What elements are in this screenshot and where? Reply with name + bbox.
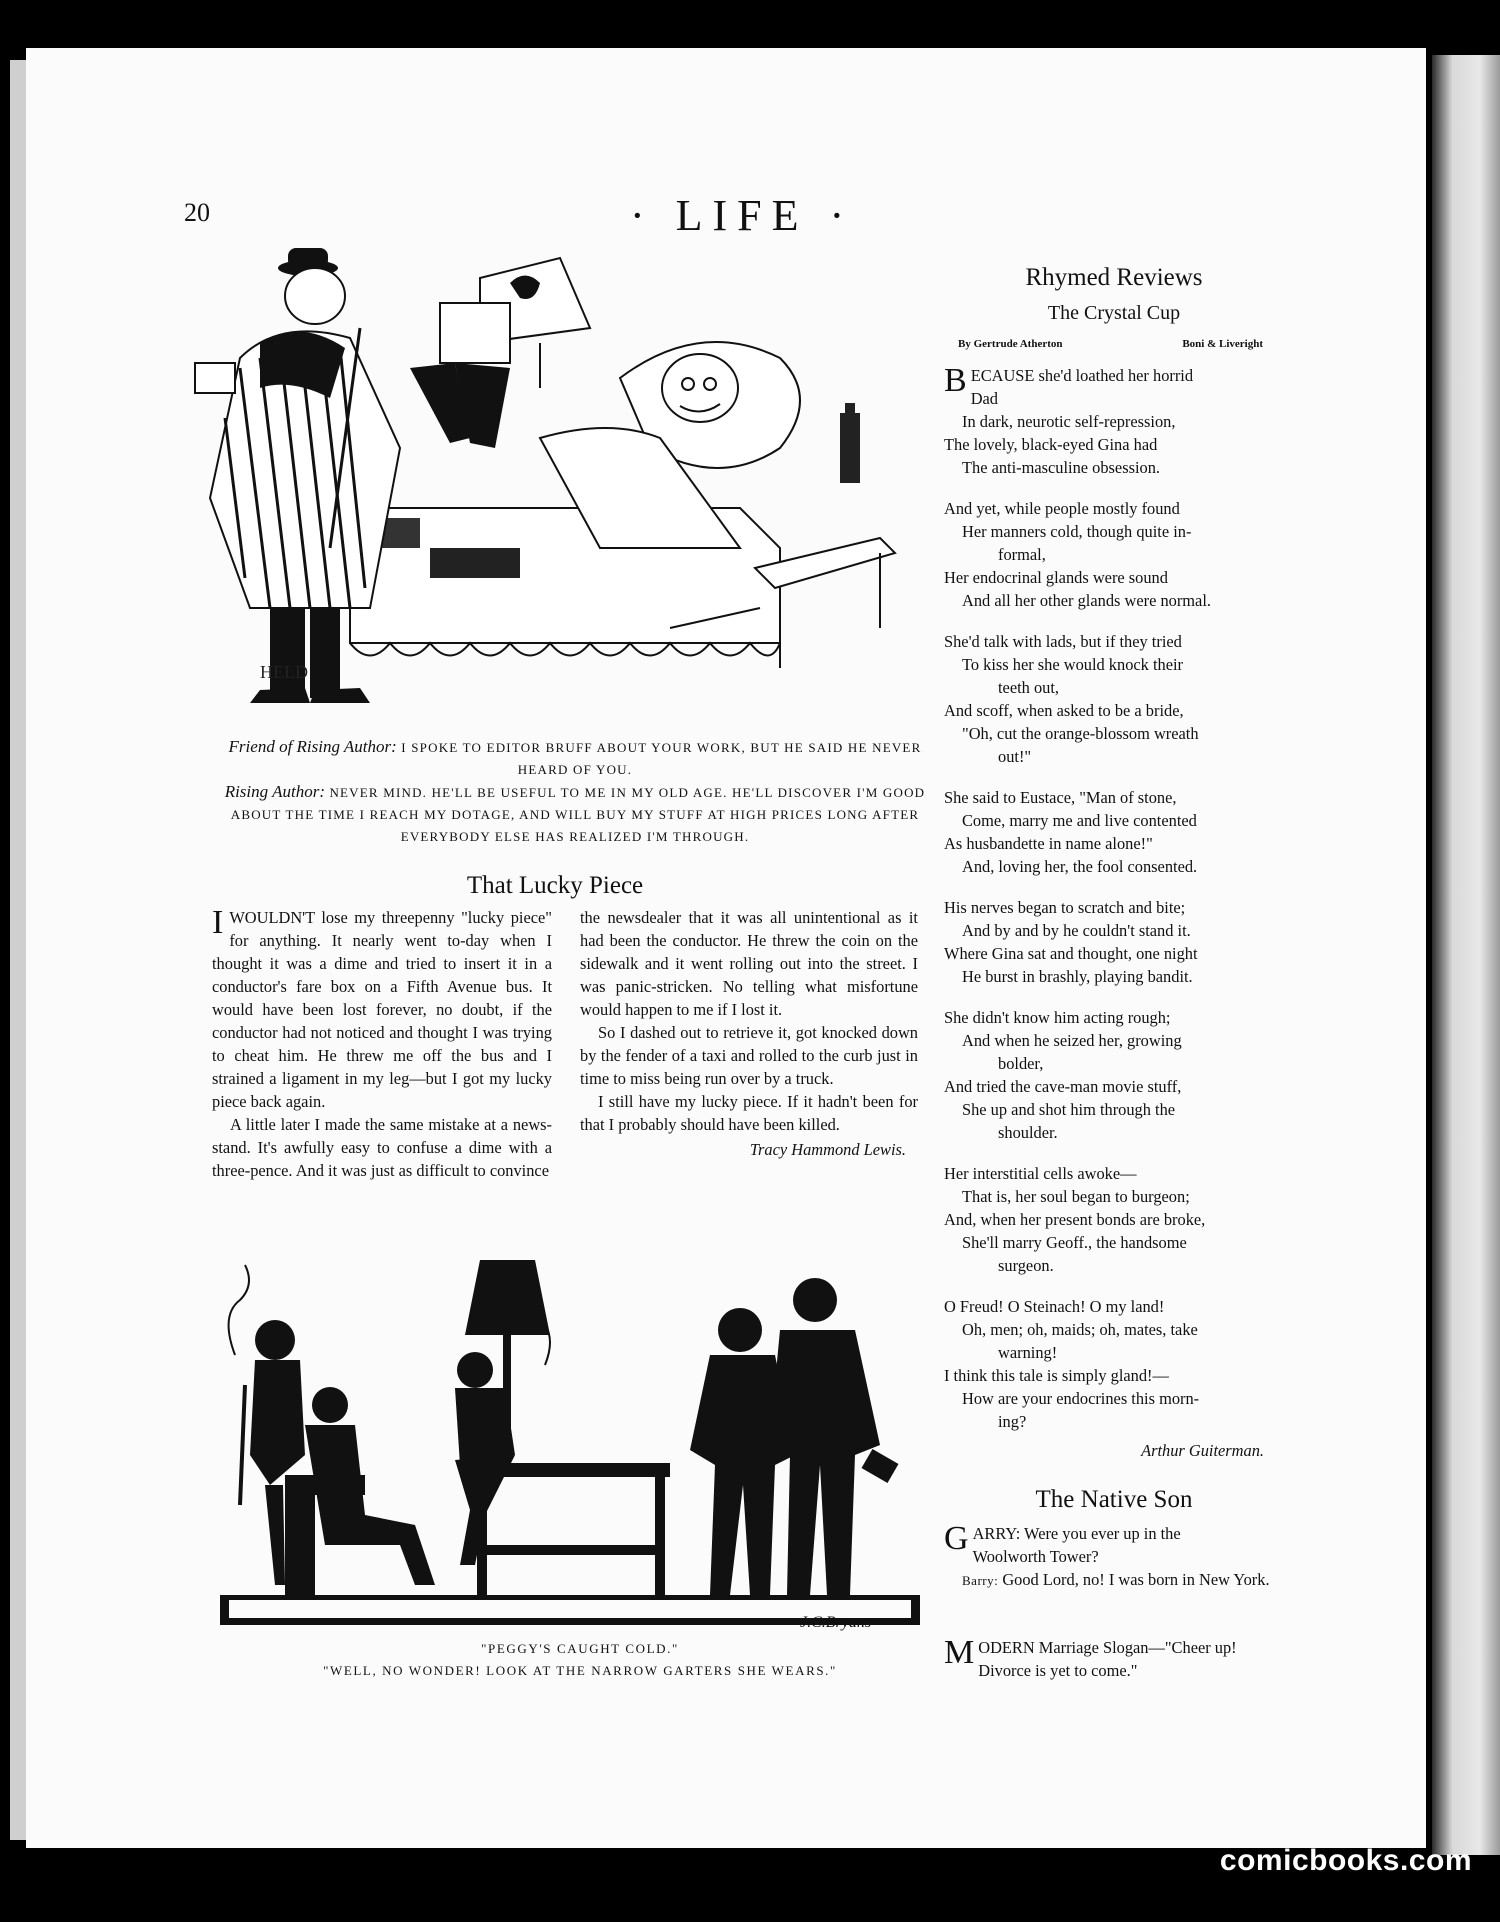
poem-line: How are your endocrines this morn- xyxy=(962,1389,1200,1408)
poem-line: In dark, neurotic self-repression, xyxy=(962,412,1176,431)
masthead: · LIFE · xyxy=(630,191,855,240)
reviews-title: Rhymed Reviews xyxy=(1025,264,1203,291)
poem-line: Her interstitial cells awoke— xyxy=(944,1164,1137,1183)
poem-line: To kiss her she would knock their xyxy=(962,655,1184,674)
native-son-dropcap: G xyxy=(944,1520,969,1557)
poem-stanza-1 xyxy=(944,364,1284,479)
poem-stanza-5 xyxy=(944,896,1284,988)
poem-line: out!" xyxy=(998,747,1032,766)
poem-stanza-4 xyxy=(944,786,1284,878)
article-author: Tracy Hammond Lewis. xyxy=(749,1140,906,1159)
poem-line: O Freud! O Steinach! O my land! xyxy=(944,1297,1165,1316)
caption-speaker-1: Friend of Rising Author: xyxy=(228,737,397,756)
poem-line: She up and shot him through the xyxy=(962,1100,1176,1119)
poem-line: And yet, while people mostly found xyxy=(944,499,1180,518)
cartoon2-signature: J.C.Bryans xyxy=(800,1614,872,1631)
slogan-dropcap: M xyxy=(944,1634,975,1671)
poem-line: bolder, xyxy=(998,1054,1044,1073)
poem-stanza-7 xyxy=(944,1162,1284,1277)
poem-line: shoulder. xyxy=(998,1123,1058,1142)
article-column-1 xyxy=(212,906,552,1182)
cartoon2-caption xyxy=(270,1638,890,1682)
native-son-line-3: Good Lord, no! I was born in New York. xyxy=(1002,1570,1270,1589)
poem-dropcap: B xyxy=(944,362,967,399)
caption-text-1: I SPOKE TO EDITOR BRUFF ABOUT YOUR WORK, BUT HE SAID HE NEVER HEARD OF YOU. xyxy=(401,740,922,777)
poem-line: ing? xyxy=(998,1412,1027,1431)
poem-author: Arthur Guiterman. xyxy=(1141,1441,1264,1460)
review-poem xyxy=(944,364,1284,1462)
credit-publisher: Boni & Liveright xyxy=(1182,338,1263,350)
native-son-line-1: ARRY: Were you ever up in the xyxy=(972,1524,1181,1543)
slogan-text: ODERN Marriage Slogan—"Cheer up! Divorce is yet to come." xyxy=(978,1638,1237,1680)
poem-line: teeth out, xyxy=(998,678,1059,697)
poem-line: Her manners cold, though quite in- xyxy=(962,522,1192,541)
caption-line-2: "WELL, NO WONDER! LOOK AT THE NARROW GARTERS SHE WEARS." xyxy=(323,1663,837,1678)
poem-line: I think this tale is simply gland!— xyxy=(944,1366,1169,1385)
poem-line: Oh, men; oh, maids; oh, mates, take xyxy=(962,1320,1198,1339)
reviews-credit xyxy=(958,338,1263,350)
native-son-speaker: Barry: xyxy=(962,1573,999,1588)
poem-line: As husbandette in name alone!" xyxy=(944,834,1153,853)
poem-line: That is, her soul began to burgeon; xyxy=(962,1187,1190,1206)
scan-edge xyxy=(10,60,26,1840)
article-para-4: So I dashed out to retrieve it, got knocked down by the fender of a taxi and rolled to the curb just in time to miss being run over by a truck. xyxy=(580,1023,918,1088)
poem-line: formal, xyxy=(998,545,1046,564)
article-para-3: the newsdealer that it was all unintentional as it had been the conductor. He threw the coin on the sidewalk and it went rolling out into the street. I was panic-stricken. No telling what misfortune would happen to me if I lost it. xyxy=(580,908,918,1019)
poem-line: The anti-masculine obsession. xyxy=(962,458,1161,477)
poem-line: The lovely, black-eyed Gina had xyxy=(944,435,1158,454)
poem-stanza-2 xyxy=(944,497,1284,612)
native-son-body xyxy=(944,1522,1284,1592)
poem-line: ECAUSE she'd loathed her horrid xyxy=(970,366,1194,385)
poem-line: And by and by he couldn't stand it. xyxy=(962,921,1191,940)
marriage-slogan xyxy=(944,1636,1284,1682)
poem-line: Dad xyxy=(970,389,998,408)
poem-line: She said to Eustace, "Man of stone, xyxy=(944,788,1177,807)
native-son-line-2: Woolworth Tower? xyxy=(972,1547,1099,1566)
poem-line: And when he seized her, growing xyxy=(962,1031,1182,1050)
cartoon-rising-author xyxy=(180,248,920,733)
article-para-5: I still have my lucky piece. If it hadn't been for that I probably should have been killed. xyxy=(580,1092,918,1134)
poem-line: She'll marry Geoff., the handsome xyxy=(962,1233,1187,1252)
poem-line: Her endocrinal glands were sound xyxy=(944,568,1168,587)
poem-stanza-3 xyxy=(944,630,1284,768)
poem-line: Where Gina sat and thought, one night xyxy=(944,944,1198,963)
native-son-title: The Native Son xyxy=(1035,1486,1193,1513)
poem-line: He burst in brashly, playing bandit. xyxy=(962,967,1193,986)
reviews-book-title: The Crystal Cup xyxy=(1047,302,1181,324)
article-title: That Lucky Piece xyxy=(466,872,644,899)
caption-line-1: "PEGGY'S CAUGHT COLD." xyxy=(481,1641,679,1656)
poem-stanza-8 xyxy=(944,1295,1284,1433)
poem-line: warning! xyxy=(998,1343,1058,1362)
poem-line: And all her other glands were normal. xyxy=(962,591,1211,610)
poem-line: And tried the cave-man movie stuff, xyxy=(944,1077,1182,1096)
poem-line: And, when her present bonds are broke, xyxy=(944,1210,1206,1229)
cartoon1-caption xyxy=(210,736,940,848)
poem-line: Come, marry me and live contented xyxy=(962,811,1197,830)
poem-line: "Oh, cut the orange-blossom wreath xyxy=(962,724,1199,743)
caption-text-2: NEVER MIND. HE'LL BE USEFUL TO ME IN MY OLD AGE. HE'LL DISCOVER I'M GOOD ABOUT THE TIME I REACH MY DOTAGE, AND WILL BUY MY STUFF AT HIGH PRICES LONG AFTER EVERYBODY ELSE HAS REALIZED I'M THROUGH. xyxy=(230,785,926,844)
poem-line: And scoff, when asked to be a bride, xyxy=(944,701,1184,720)
page-number: 20 xyxy=(184,198,210,227)
poem-line: She didn't know him acting rough; xyxy=(944,1008,1171,1027)
article-para-2: A little later I made the same mistake at a news-stand. It's awfully easy to confuse a dime with a three-pence. And it was just as difficult to convince xyxy=(212,1115,552,1180)
cartoon1-signature: HELD xyxy=(260,662,308,682)
poem-line: His nerves began to scratch and bite; xyxy=(944,898,1186,917)
credit-author: By Gertrude Atherton xyxy=(958,338,1063,350)
adjacent-page-edge xyxy=(1432,55,1500,1855)
article-column-2 xyxy=(580,906,918,1161)
poem-line: She'd talk with lads, but if they tried xyxy=(944,632,1182,651)
site-watermark: comicbooks.com xyxy=(1219,1844,1472,1877)
poem-stanza-6 xyxy=(944,1006,1284,1144)
article-dropcap: I xyxy=(212,904,224,941)
article-para-1: WOULDN'T lose my threepenny "lucky piece" for anything. It nearly went to-day when I thought it was a dime and tried to insert it in a conductor's fare box on a Fifth Avenue bus. It would have been lost forever, no doubt, if the conductor had not noticed and thought I was trying to cheat him. He threw me off the bus and I strained a ligament in my leg—but I got my lucky piece back again. xyxy=(212,908,552,1111)
poem-line: surgeon. xyxy=(998,1256,1054,1275)
poem-line: And, loving her, the fool consented. xyxy=(962,857,1198,876)
cartoon-silhouettes xyxy=(215,1255,920,1640)
caption-speaker-2: Rising Author: xyxy=(224,782,325,801)
